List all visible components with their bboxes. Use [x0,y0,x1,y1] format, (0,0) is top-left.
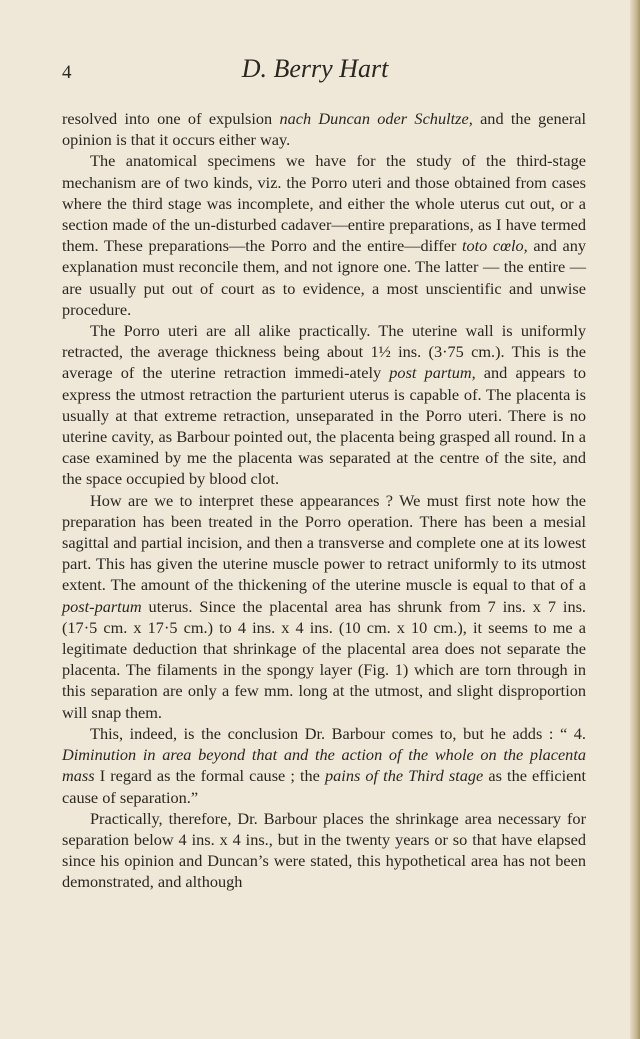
italic-run: post-partum [62,596,142,616]
text-run: resolved into one of expulsion [62,109,280,128]
paragraph [62,490,586,723]
paragraph [62,150,586,320]
paragraph [62,808,586,893]
text-run: I regard as the formal cause ; the [94,766,326,786]
text-run: uterus. Since the placental area has shrunk from 7 ins. x 7 ins. (17·5 cm. x 17·5 cm.) to 4 ins. x 4 ins. (10 cm. x 10 cm.), it seems to me a legitimate deduction that shrinkage of the placental area does not separate the placenta. The filaments in the spongy layer (Fig. 1) which are torn through in this separation are only a few mm. long at the utmost, and slight disproportion will snap them. [62,596,586,722]
body-text [62,108,586,893]
text-run: This, indeed, is the conclusion Dr. Barbour comes to, but he adds : “ 4. [90,723,586,743]
italic-run: Diminution in area beyond that and the action of the whole on the placenta mass [62,745,586,786]
paragraph [62,723,586,808]
text-run: How are we to interpret these appearances ? We must first note how the preparation has been treated in the Porro operation. There has been a mesial sagittal and partial incision, and then a transverse and complete one at its lowest part. This has given the uterine muscle power to retract uniformly to its utmost extent. The amount of the thickening of the uterine muscle is equal to that of a [62,490,586,595]
paragraph [62,108,586,150]
italic-run: toto cœlo, [461,236,528,256]
text-run: as the efficient cause of separation.” [62,766,586,807]
text-run: The Porro uteri are all alike practically. The uterine wall is uniformly retracted, the average thickness being about 1½ ins. (3·75 cm.). This is the average of the uterine retraction immedi-ately [62,321,586,383]
page-number: 4 [62,62,72,83]
paragraph [62,320,586,490]
italic-run: pains of the Third stage [325,766,484,786]
text-run: The anatomical specimens we have for the study of the third-stage mechanism are of two kinds, viz. the Porro uteri and those obtained from cases where the third stage was incomplete, and either the whole uterus cut out, or a section made of the un-disturbed cadaver—entire preparations, as I have termed them. These preparations—the Porro and the entire—differ [62,151,586,256]
text-run: and any explanation must reconcile them, and not ignore one. The latter — the entire — are usually put out of court as to evidence, a most unscientific and unwise procedure. [62,236,587,319]
italic-run: post partum, [389,363,476,383]
text-run: Practically, therefore, Dr. Barbour places the shrinkage area necessary for separation below 4 ins. x 4 ins., but in the twenty years or so that have elapsed since his opinion and Duncan’s were stated, this hypothetical area has not been demonstrated, and although [62,808,586,892]
text-run: and appears to express the utmost retraction the parturient uterus is capable of. The placenta is usually at that extreme retraction, unseparated in the Porro uteri. There is no uterine cavity, as Barbour pointed out, the placenta being grasped all round. In a case examined by me the placenta was separated at the centre of the site, and the space occupied by blood clot. [62,363,586,489]
page-edge-shadow [630,0,640,1039]
running-title: D. Berry Hart [241,54,389,83]
text-run: and the general opinion is that it occurs either way. [62,109,587,150]
italic-run: nach Duncan oder Schultze, [279,109,473,128]
